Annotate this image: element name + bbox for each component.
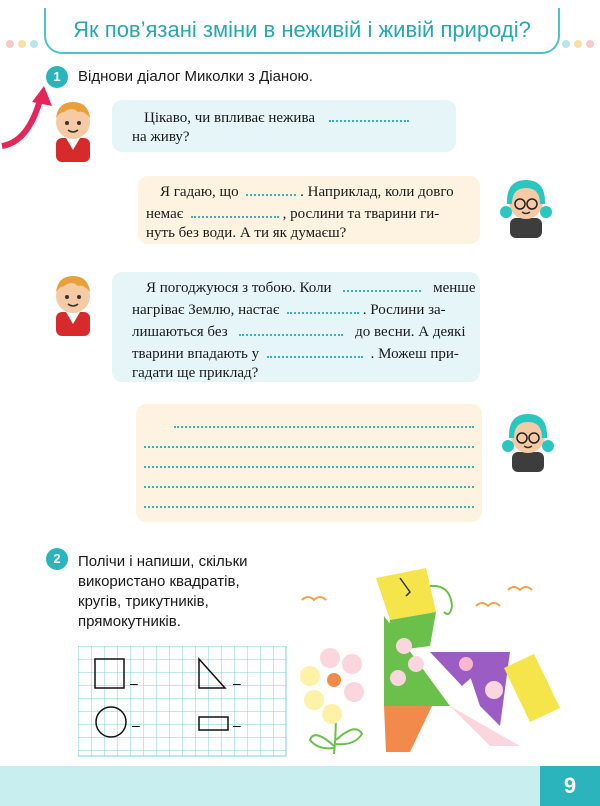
bubble3-text-3a: лишаються без (132, 324, 228, 340)
rectangle-count-dash: – (233, 717, 241, 733)
answer-line[interactable] (144, 486, 474, 488)
bubble3-text-2a: нагріває Землю, настає (132, 302, 280, 318)
footer-bar (0, 766, 540, 806)
bubble3-text-1a: Я погоджуюся з тобою. Коли (146, 280, 332, 296)
task-2-line-1: Полічи і напиши, скільки (78, 553, 248, 570)
task-2-line-3: кругів, трикутників, (78, 593, 209, 610)
answer-line[interactable] (174, 426, 474, 428)
bubble2-text-3: нуть без води. А ти як думаєш? (146, 225, 347, 241)
dialog-bubble-3 (112, 272, 480, 382)
answer-blank[interactable] (343, 276, 421, 292)
shape-count-grid (78, 646, 288, 758)
bubble2-text-2a: немає (146, 206, 184, 222)
answer-line[interactable] (144, 446, 474, 448)
bubble1-text-1: Цікаво, чи впливає нежива (144, 110, 315, 126)
dialog-bubble-2 (138, 176, 480, 244)
bubble3-text-3b: до весни. А деякі (355, 324, 466, 340)
bubble2-text-1b: . Наприклад, коли довго (300, 184, 454, 200)
bubble2-text-1a: Я гадаю, що (160, 184, 239, 200)
triangle-count-dash: – (233, 675, 241, 691)
task-1-badge: 1 (46, 66, 68, 88)
answer-blank[interactable] (191, 202, 279, 218)
page-number: 9 (540, 766, 600, 806)
bubble3-text-5: гадати ще приклад? (132, 365, 259, 381)
bubble3-text-4b: . Можеш при- (370, 346, 459, 362)
title-banner (44, 8, 560, 54)
girl-avatar (502, 408, 554, 472)
circle-count-dash: – (132, 717, 140, 733)
answer-bubble (136, 404, 482, 522)
answer-blank[interactable] (246, 180, 296, 196)
answer-blank[interactable] (329, 106, 409, 122)
bubble1-text-2: на живу? (132, 129, 190, 145)
task-2-instruction (78, 552, 248, 632)
boy-avatar (48, 272, 98, 336)
answer-line[interactable] (144, 506, 474, 508)
girl-avatar (500, 174, 552, 238)
answer-blank[interactable] (287, 298, 359, 314)
bubble2-text-2b: , рослини та тварини ги- (282, 206, 440, 222)
boy-avatar (48, 98, 98, 162)
dialog-bubble-1 (112, 100, 456, 152)
page-title: Як пов’язані зміни в неживій і живій природі? (73, 17, 531, 42)
task-2-badge: 2 (46, 548, 68, 570)
task-2-line-4: прямокутників. (78, 613, 181, 630)
task-2-line-2: використано квадратів, (78, 573, 240, 590)
square-count-dash: – (130, 675, 138, 691)
answer-blank[interactable] (267, 342, 363, 358)
task-1-instruction: Віднови діалог Миколки з Діаною. (78, 68, 313, 85)
bubble3-text-4a: тварини впадають у (132, 346, 260, 362)
bubble3-text-1b: менше (433, 280, 476, 296)
tangram-animal-picture (370, 566, 560, 758)
answer-blank[interactable] (239, 320, 343, 336)
answer-line[interactable] (144, 466, 474, 468)
flower-picture (296, 636, 376, 756)
bubble3-text-2b: . Рослини за- (362, 302, 446, 318)
